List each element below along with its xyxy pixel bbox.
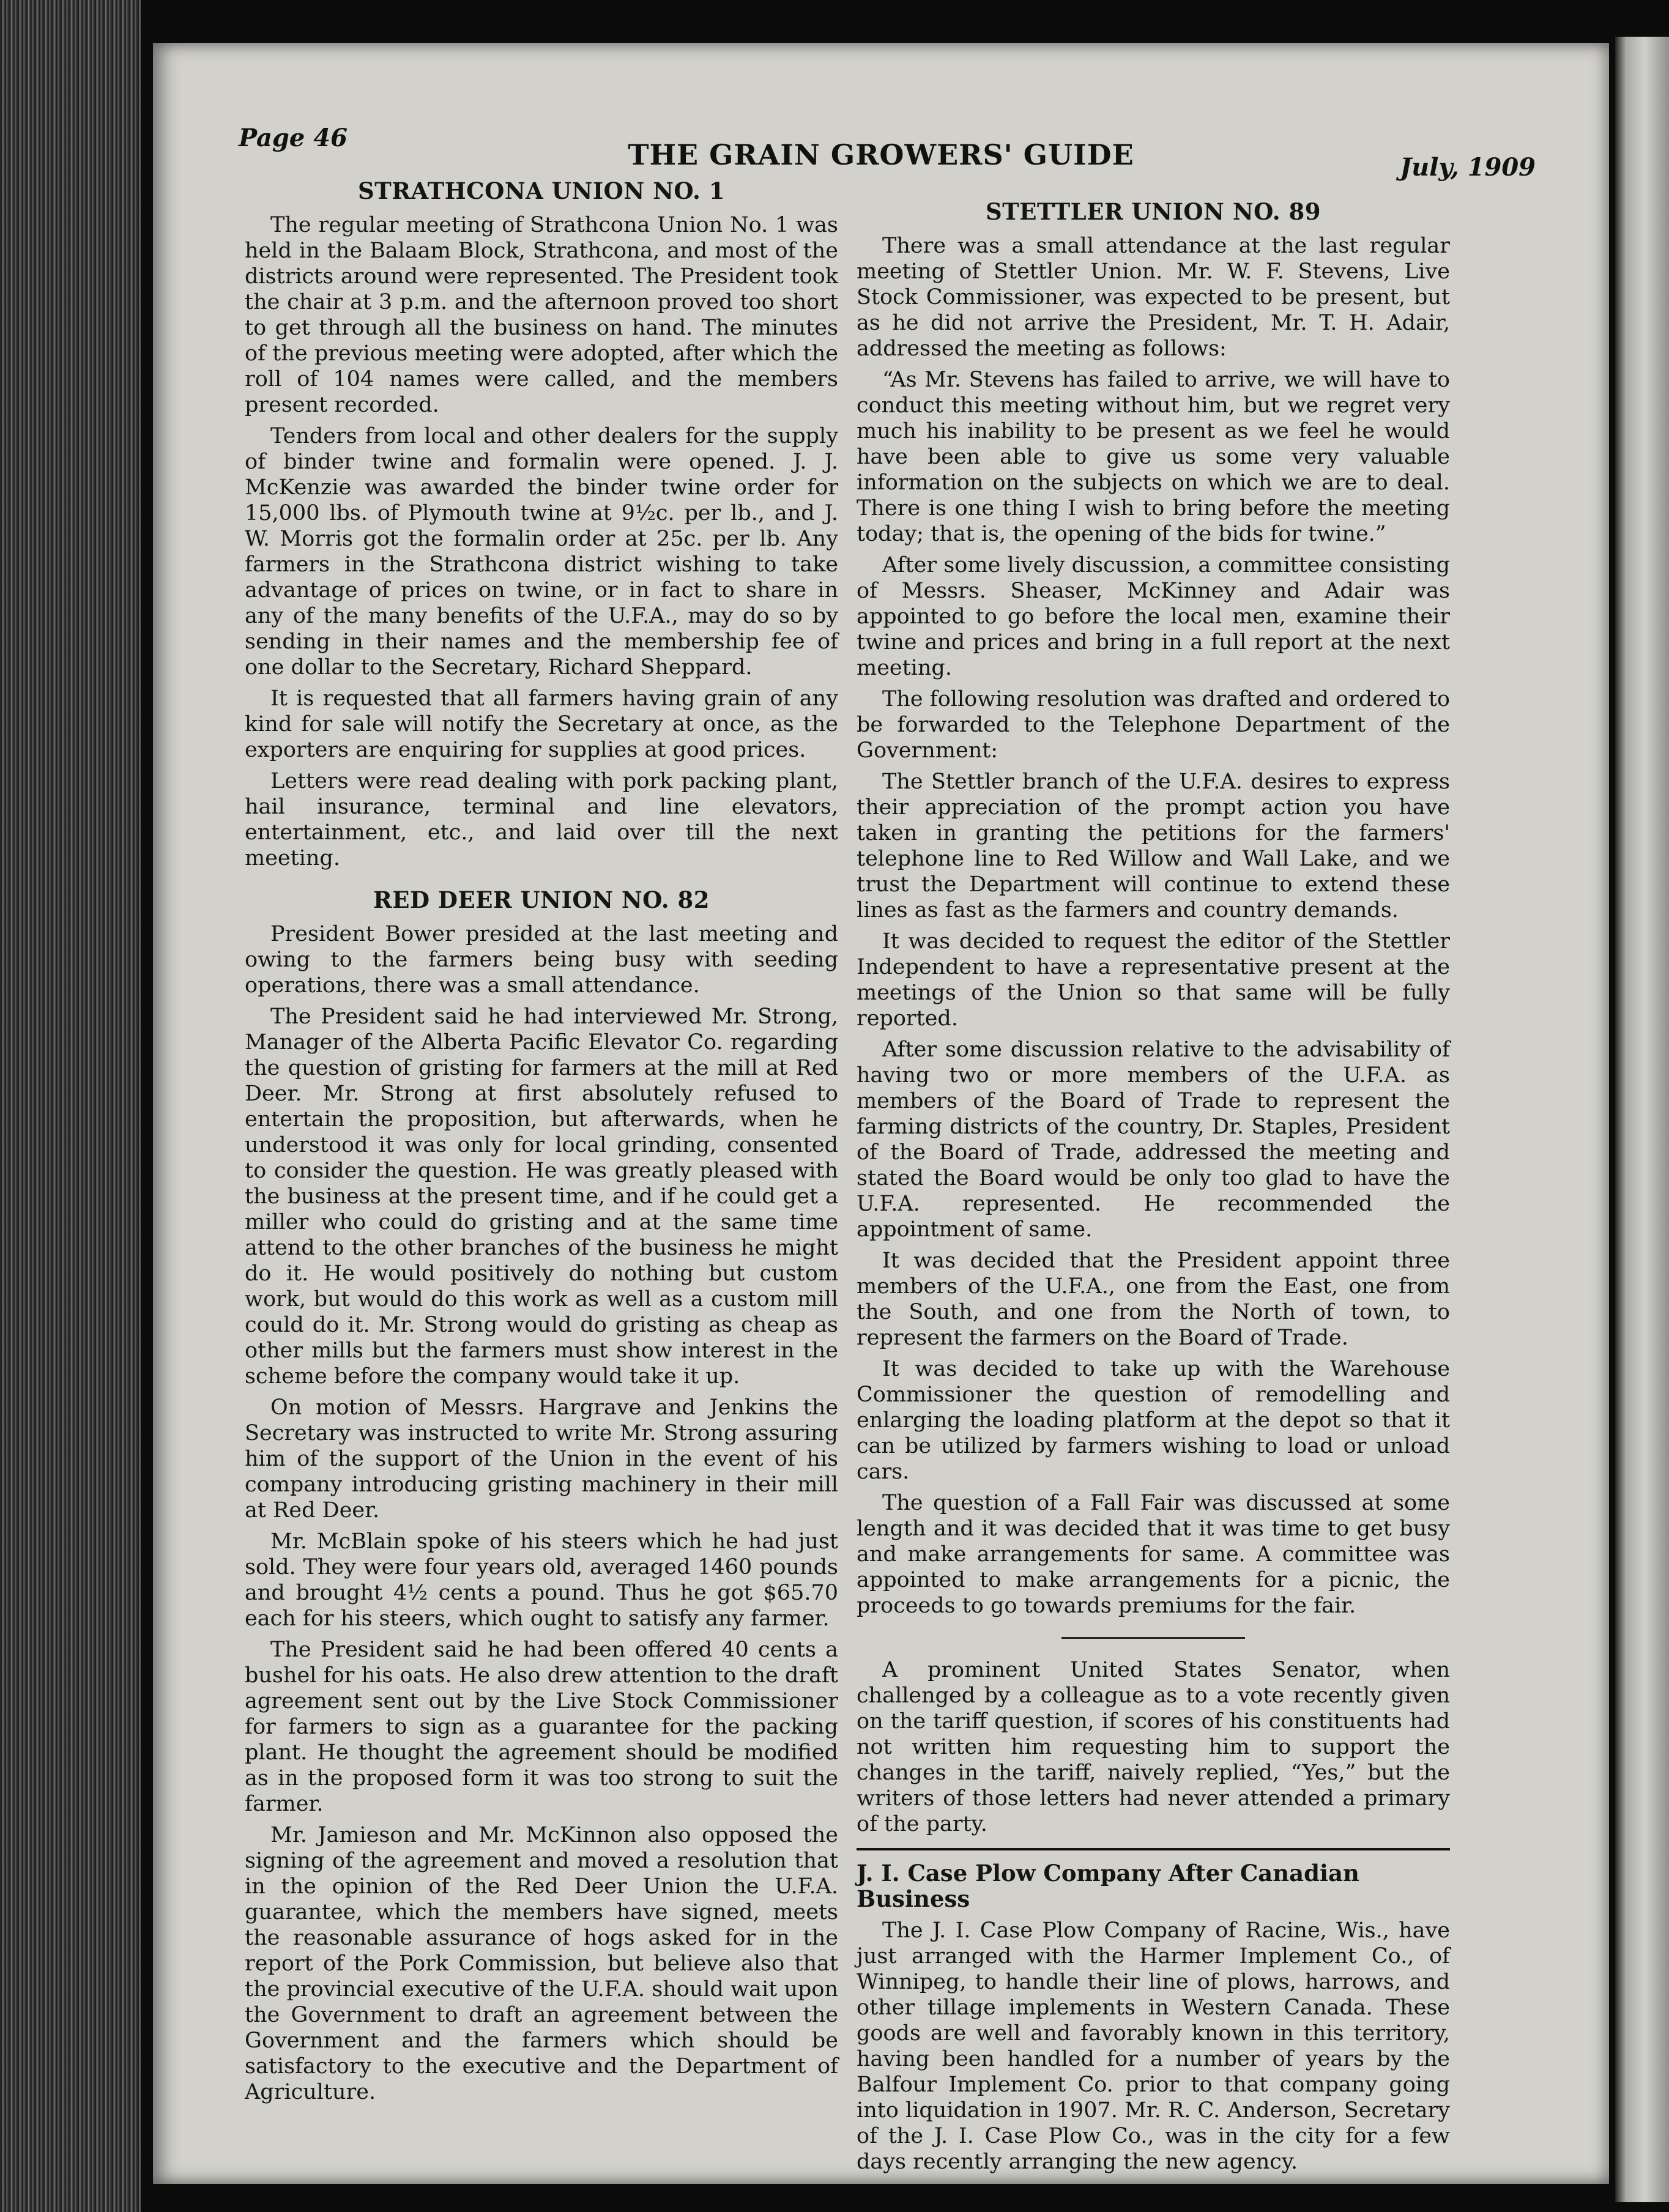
issue-date: July, 1909 xyxy=(1400,153,1536,182)
paragraph: The President said he had been offered 40 cents a bushel for his oats. He also drew attention to the draft agreement sent out by the Live Stock Commissioner for farmers to sign as a guarantee for the packing plant. He thought the agreement should be modified as in the proposed form it was too strong to suit the farmer. xyxy=(245,1638,838,1816)
paragraph: It is requested that all farmers having grain of any kind for sale will notify the Secretary at once, as the exporters are enquiring for supplies at good prices. xyxy=(245,686,838,762)
article-heading: STRATHCONA UNION NO. 1 xyxy=(358,177,725,204)
book-binding-edge xyxy=(0,0,141,2212)
article-heading: J. I. Case Plow Company After Canadian Business xyxy=(857,1860,1359,1912)
paragraph: There was a small attendance at the last regular meeting of Stettler Union. Mr. W. F. Stevens, Live Stock Commissioner, was expected to be present, but as he did not arrive the President, Mr. T. H. Adair, addressed the meeting as follows: xyxy=(857,234,1450,361)
page-header xyxy=(153,92,1609,182)
paragraph: President Bower presided at the last meeting and owing to the farmers being busy with seeding operations, there was a small attendance. xyxy=(245,922,838,998)
adjacent-page-edge xyxy=(1615,37,1669,2202)
paragraph: Mr. Jamieson and Mr. McKinnon also opposed the signing of the agreement and moved a resolution that in the opinion of the Red Deer Union the U.F.A. guarantee, which the members have signed, meets the reasonable assurance of hogs asked for in the report of the Pork Commission, but believe also that the provincial executive of the U.F.A. should wait upon the Government to draft an agreement between the Government and the farmers which should be satisfactory to the executive and the Department of Agriculture. xyxy=(245,1823,838,2104)
article-heading: RED DEER UNION NO. 82 xyxy=(373,886,710,913)
red-deer-article xyxy=(245,887,838,2105)
paragraph: The following resolution was drafted and ordered to be forwarded to the Telephone Department of the Government: xyxy=(857,687,1450,763)
paragraph: It was decided to request the editor of the Stettler Independent to have a representative present at the meetings of the Union so that same will be fully reported. xyxy=(857,929,1450,1031)
case-plow-article xyxy=(857,1860,1450,2175)
stettler-article xyxy=(857,199,1450,1619)
left-column xyxy=(245,174,838,2110)
publication-title: THE GRAIN GROWERS' GUIDE xyxy=(628,138,1134,171)
paragraph: It was decided to take up with the Warehouse Commissioner the question of remodelling and enlarging the loading platform at the depot so that it can be utilized by farmers wishing to load or unload cars. xyxy=(857,1357,1450,1484)
heavy-rule xyxy=(857,1848,1450,1850)
paragraph: Mr. McBlain spoke of his steers which he had just sold. They were four years old, averaged 1460 pounds and brought 4½ cents a pound. Thus he got $65.70 each for his steers, which ought to satisfy any farmer. xyxy=(245,1529,838,1631)
paragraph: After some discussion relative to the advisability of having two or more members of the U.F.A. as members of the Board of Trade to represent the farming districts of the country, Dr. Staples, President of the Board of Trade, addressed the meeting and stated the Board would be only too glad to have the U.F.A. represented. He recommended the appointment of same. xyxy=(857,1037,1450,1242)
article-heading: STETTLER UNION NO. 89 xyxy=(985,198,1321,225)
newspaper-page xyxy=(153,43,1609,2184)
paragraph: The President said he had interviewed Mr. Strong, Manager of the Alberta Pacific Elevator Co. regarding the question of gristing for farmers at the mill at Red Deer. Mr. Strong at first absolutely refused to entertain the proposition, but afterwards, when he understood it was only for local grinding, consented to consider the question. He was greatly pleased with the business at the present time, and if he could get a miller who could do gristing and at the same time attend to the other branches of the business he might do it. He would positively do nothing but custom work, but would do this work as well as a custom mill could do it. Mr. Strong would do gristing as cheap as other mills but the farmers must show interest in the scheme before the company would take it up. xyxy=(245,1004,838,1389)
paragraph: It was decided that the President appoint three members of the U.F.A., one from the East, one from the South, and one from the North of town, to represent the farmers on the Board of Trade. xyxy=(857,1249,1450,1350)
paragraph: On motion of Messrs. Hargrave and Jenkins the Secretary was instructed to write Mr. Strong assuring him of the support of the Union in the event of his company introducing gristing machinery in their mill at Red Deer. xyxy=(245,1395,838,1523)
paragraph: Letters were read dealing with pork packing plant, hail insurance, terminal and line elevators, entertainment, etc., and laid over till the next meeting. xyxy=(245,769,838,870)
paragraph: After some lively discussion, a committee consisting of Messrs. Sheaser, McKinney and Adair was appointed to go before the local men, examine their twine and prices and bring in a full report at the next meeting. xyxy=(857,553,1450,680)
paragraph: Tenders from local and other dealers for the supply of binder twine and formalin were opened. J. J. McKenzie was awarded the binder twine order for 15,000 lbs. of Plymouth twine at 9½c. per lb., and J. W. Morris got the formalin order at 25c. per lb. Any farmers in the Strathcona district wishing to take advantage of prices on twine, or in fact to share in any of the many benefits of the U.F.A., may do so by sending in their names and the membership fee of one dollar to the Secretary, Richard Sheppard. xyxy=(245,424,838,680)
paragraph: The J. I. Case Plow Company of Racine, Wis., have just arranged with the Harmer Implement Co., of Winnipeg, to handle their line of plows, harrows, and other tillage implements in Western Canada. These goods are well and favorably known in this territory, having been handled for a number of years by the Balfour Implement Co. prior to that company going into liquidation in 1907. Mr. R. C. Anderson, Secretary of the J. I. Case Plow Co., was in the city for a few days recently arranging the new agency. xyxy=(857,1918,1451,2174)
paragraph: A prominent United States Senator, when challenged by a colleague as to a vote recently given on the tariff question, if scores of his constituents had not written him requesting him to support the changes in the tariff, naively replied, “Yes,” but the writers of those letters had never attended a primary of the party. xyxy=(857,1658,1450,1836)
strathcona-article xyxy=(245,178,838,871)
paragraph: The regular meeting of Strathcona Union No. 1 was held in the Balaam Block, Strathcona, and most of the districts around were represented. The President took the chair at 3 p.m. and the afternoon proved too short to get through all the business on hand. The minutes of the previous meeting were adopted, after which the roll of 104 names were called, and the members present recorded. xyxy=(245,213,838,417)
section-divider xyxy=(1061,1637,1245,1639)
paragraph: “As Mr. Stevens has failed to arrive, we will have to conduct this meeting without him, but we regret very much his inability to be present as we feel he would have been able to give us some very valuable information on the subjects on which we are to deal. There is one thing I wish to bring before the meeting today; that is, the opening of the bids for twine.” xyxy=(857,368,1450,546)
paragraph: The question of a Fall Fair was discussed at some length and it was decided that it was time to get busy and make arrangements for same. A committee was appointed to make arrangements for a picnic, the proceeds to go towards premiums for the fair. xyxy=(857,1491,1450,1618)
senator-item xyxy=(857,1657,1450,1837)
page-number: Page 46 xyxy=(239,124,348,152)
paragraph: The Stettler branch of the U.F.A. desires to express their appreciation of the prompt action you have taken in granting the petitions for the farmers' telephone line to Red Willow and Wall Lake, and we trust the Department will continue to extend these lines as fast as the farmers and country demands. xyxy=(857,770,1450,922)
right-column xyxy=(857,174,1450,2180)
